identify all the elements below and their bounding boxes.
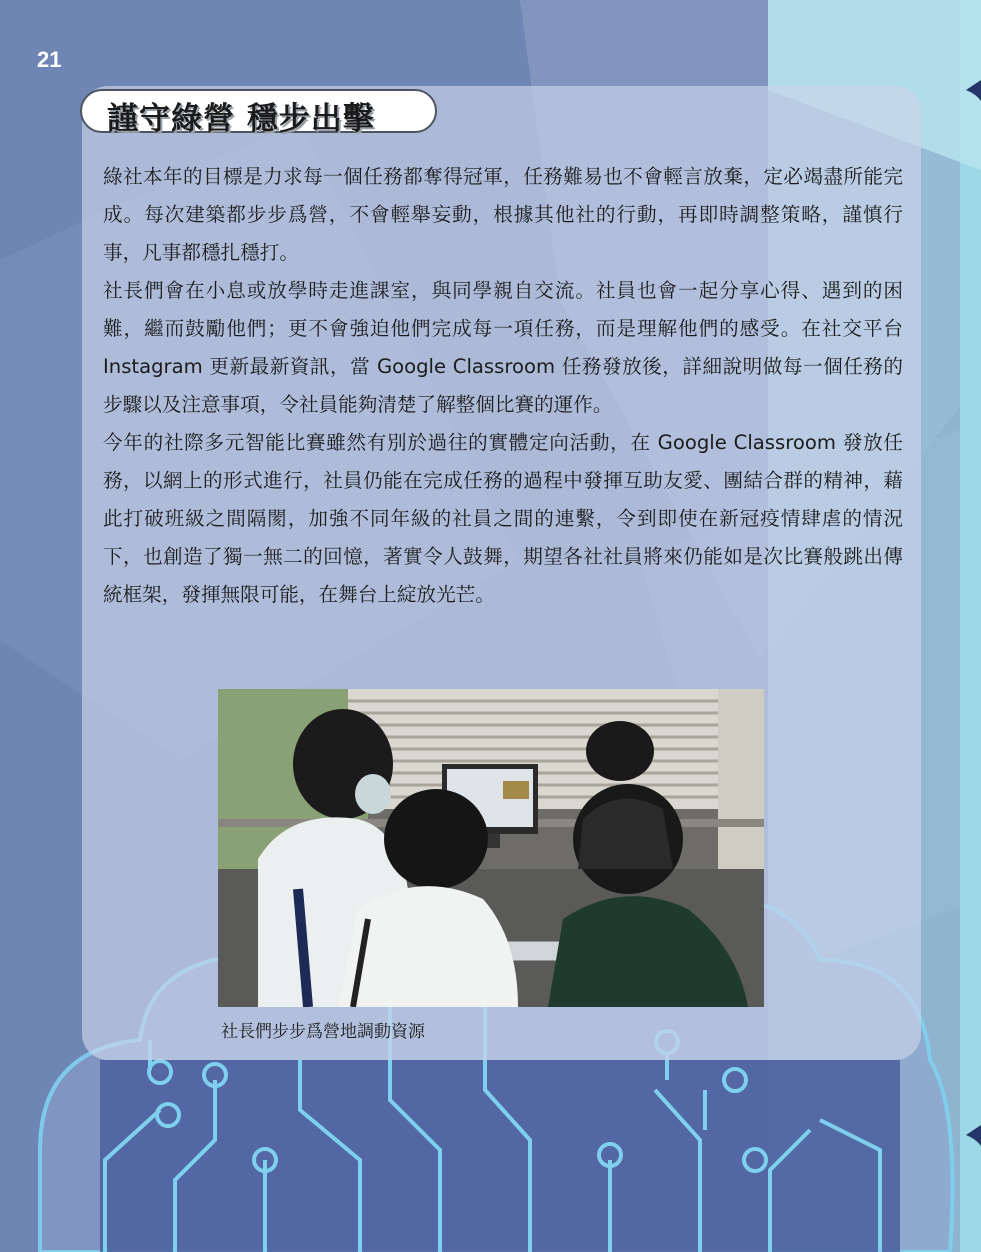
paragraph-2: 社長們會在小息或放學時走進課室，與同學親自交流。社員也會一起分享心得、遇到的困難，繼而鼓勵他們；更不會強迫他們完成每一項任務，而是理解他們的感受。在社交平台 Instagram 更新最新資訊，當 Google Classroom 任務發放後，詳細說明做每一個任務的步驟以及注意事項，令社員能夠清楚了解整個比賽的運作。: [103, 279, 903, 416]
paragraph-3: 今年的社際多元智能比賽雖然有別於過往的實體定向活動，在 Google Classroom 發放任務，以網上的形式進行，社員仍能在完成任務的過程中發揮互助友愛、團結合群的精神，藉此打破班級之間隔閡，加強不同年級的社員之間的連繫，令到即使在新冠疫情肆虐的情況下，也創造了獨一無二的回憶，著實令人鼓舞，期望各社社員將來仍能如是次比賽般跳出傳統框架，發揮無限可能，在舞台上綻放光芒。: [103, 431, 903, 606]
students-at-computer-photo: [218, 689, 764, 1007]
page-number: 21: [37, 47, 62, 72]
article-body: [103, 158, 903, 614]
article-title: 謹守綠營 穩步出擊: [107, 101, 375, 137]
photo-caption: 社長們步步爲營地調動資源: [221, 1022, 425, 1042]
paragraph-1: 綠社本年的目標是力求每一個任務都奪得冠軍，任務難易也不會輕言放棄，定必竭盡所能完成。每次建築都步步爲營，不會輕舉妄動，根據其他社的行動，再即時調整策略，謹慎行事，凡事都穩扎穩打。: [103, 165, 903, 264]
photo-illustration: [218, 689, 764, 1007]
title-banner: [80, 89, 437, 137]
